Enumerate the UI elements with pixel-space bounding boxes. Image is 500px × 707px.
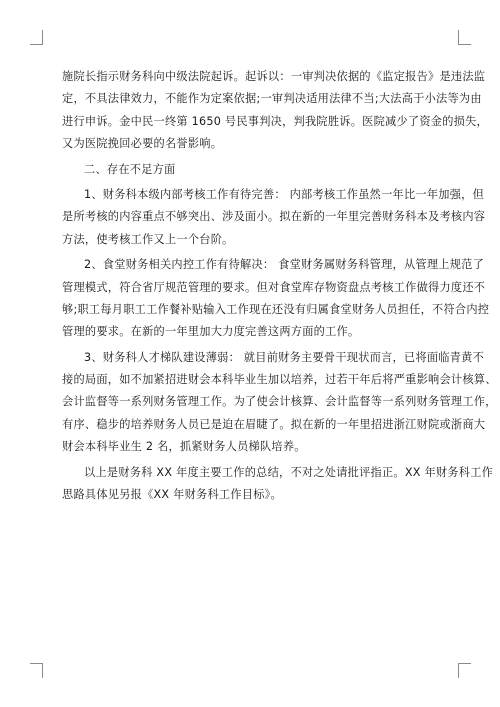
- text-line: 思路具体见另报《XX 年财务科工作目标》。: [62, 488, 282, 502]
- text-line: 施院长指示财务科向中级法院起诉。起诉以：一审判决依据的《监定报告》是违法监: [62, 70, 486, 83]
- paragraph-lawsuit: [62, 66, 488, 156]
- text-line: 进行申诉。金中民一终第 1650 号民事判决，判我院胜诉。医院减少了资金的损失，: [62, 114, 488, 128]
- paragraph-canteen-controls: [62, 254, 490, 344]
- crop-mark-top-left: [30, 30, 43, 45]
- section-heading: 二、存在不足方面: [84, 162, 176, 176]
- text-line: 1、财务科本级内部考核工作有待完善： 内部考核工作虽然一年比一年加强，但: [84, 187, 485, 201]
- text-line: 有序、稳步的培养财务人员已是迫在眉睫了。拟在新的一年里招进浙江财院或浙商大: [62, 417, 486, 431]
- paragraph-internal-audit: [62, 184, 486, 251]
- text-line: 2、食堂财务相关内控工作有待解决： 食堂财务属财务科管理，从管理上规范了: [84, 258, 485, 272]
- text-line: 管理模式，符合省厅规范管理的要求。但对食堂库存物资盘点考核工作做得力度还不: [62, 280, 486, 294]
- text-line: 又为医院挽回必要的名誉影响。: [62, 137, 223, 151]
- crop-mark-bottom-left: [30, 663, 43, 678]
- paragraph-closing: [62, 462, 494, 507]
- text-line: 接的局面，如不加紧招进财会本科毕业生加以培养，过若干年后将严重影响会计核算、: [62, 373, 497, 387]
- text-line: 定，不具法律效力，不能作为定案依据;一审判决适用法律不当;大法高于小法等为由: [62, 92, 482, 106]
- text-line: 管理的要求。在新的一年里加大力度完善这两方面的工作。: [62, 325, 360, 339]
- text-line: 以上是财务科 XX 年度主要工作的总结，不对之处请批评指正。XX 年财务科工作: [84, 465, 494, 479]
- text-line: 是所考核的内容重点不够突出、涉及面小。拟在新的一年里完善财务科本及考核内容: [62, 210, 486, 224]
- text-line: 方法，使考核工作又上一个台阶。: [62, 232, 234, 246]
- section-heading-shortcomings: [62, 159, 442, 181]
- crop-mark-top-right: [458, 30, 471, 45]
- crop-mark-bottom-right: [458, 663, 471, 678]
- document-body: [62, 66, 497, 506]
- text-line: 够;职工每月职工工作餐补贴输入工作现在还没有归属食堂财务人员担任，不符合内控: [62, 302, 490, 316]
- text-line: 3、财务科人才梯队建设薄弱： 就目前财务主要骨干现状而言，已将面临青黄不: [84, 350, 485, 364]
- text-line: 会计监督等一系列财务管理工作。为了使会计核算、会计监督等一系列财务管理工作，: [62, 395, 497, 409]
- paragraph-talent-pipeline: [62, 347, 497, 459]
- text-line: 财会本科毕业生 2 名，抓紧财务人员梯队培养。: [62, 440, 306, 454]
